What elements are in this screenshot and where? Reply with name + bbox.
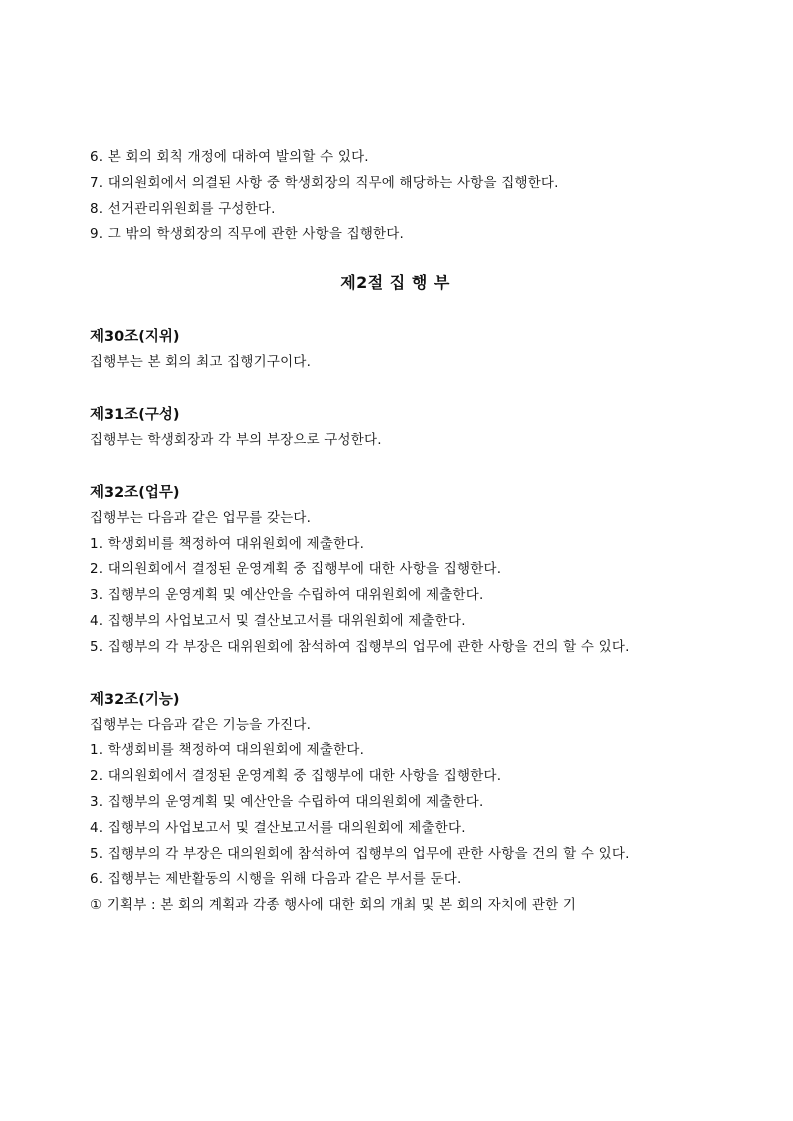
article-32-functions	[90, 687, 700, 919]
article-heading: 제32조(기능)	[90, 691, 180, 708]
list-item: 1. 학생회비를 책정하여 대의원회에 제출한다.	[90, 742, 365, 759]
article-30	[90, 324, 700, 376]
article-heading: 제31조(구성)	[90, 406, 180, 423]
list-item: ① 기획부 : 본 회의 계획과 각종 행사에 대한 회의 개최 및 본 회의 자치에 관한 기	[90, 897, 577, 914]
list-item: 2. 대의원회에서 결정된 운영계획 중 집행부에 대한 사항을 집행한다.	[90, 561, 502, 578]
list-item: 6. 본 회의 회칙 개정에 대하여 발의할 수 있다.	[90, 149, 369, 165]
list-item: 4. 집행부의 사업보고서 및 결산보고서를 대위원회에 제출한다.	[90, 612, 466, 629]
article-heading: 제32조(업무)	[90, 484, 180, 501]
list-item: 3. 집행부의 운영계획 및 예산안을 수립하여 대위원회에 제출한다.	[90, 587, 484, 604]
article-text: 집행부는 다음과 같은 업무를 갖는다.	[90, 509, 312, 526]
section-title: 제2절 집 행 부	[340, 273, 450, 293]
list-item: 2. 대의원회에서 결정된 운영계획 중 집행부에 대한 사항을 집행한다.	[90, 768, 502, 785]
list-item: 9. 그 밖의 학생회장의 직무에 관한 사항을 집행한다.	[90, 226, 405, 243]
list-item: 3. 집행부의 운영계획 및 예산안을 수립하여 대의원회에 제출한다.	[90, 793, 484, 810]
list-item: 8. 선거관리위원회를 구성한다.	[90, 200, 276, 217]
intro-item-list	[90, 145, 700, 248]
list-item: 7. 대의원회에서 의결된 사항 중 학생회장의 직무에 해당하는 사항을 집행한다.	[90, 174, 559, 191]
list-item: 6. 집행부는 제반활동의 시행을 위해 다음과 같은 부서를 둔다.	[90, 871, 462, 888]
list-item: 1. 학생회비를 책정하여 대위원회에 제출한다.	[90, 535, 365, 552]
list-item: 5. 집행부의 각 부장은 대의원회에 참석하여 집행부의 업무에 관한 사항을 건의 할 수 있다.	[90, 845, 630, 862]
document-page	[90, 145, 700, 919]
article-text: 집행부는 본 회의 최고 집행기구이다.	[90, 354, 312, 371]
article-text: 집행부는 학생회장과 각 부의 부장으로 구성한다.	[90, 431, 382, 448]
article-text: 집행부는 다음과 같은 기능을 가진다.	[90, 716, 312, 733]
article-31	[90, 402, 700, 454]
list-item: 5. 집행부의 각 부장은 대위원회에 참석하여 집행부의 업무에 관한 사항을 건의 할 수 있다.	[90, 638, 630, 655]
list-item: 4. 집행부의 사업보고서 및 결산보고서를 대의원회에 제출한다.	[90, 819, 466, 836]
article-32-duties	[90, 480, 700, 661]
article-heading: 제30조(지위)	[90, 329, 180, 346]
